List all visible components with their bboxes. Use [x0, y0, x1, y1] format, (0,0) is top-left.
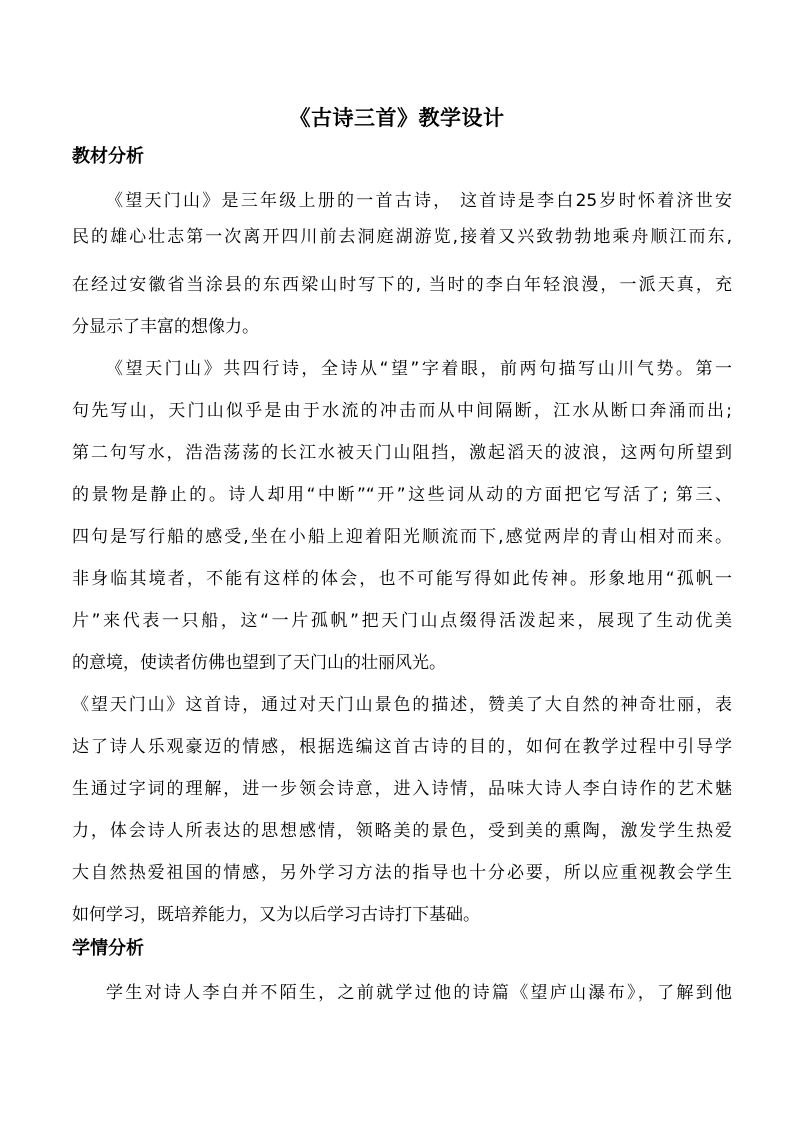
- paragraph-line: 第二句写水，浩浩荡荡的长江水被天门山阻挡，激起滔天的波浪，这两句所望到: [72, 443, 732, 463]
- paragraph-line: 民的雄心壮志第一次离开四川前去洞庭湖游览,接着又兴致勃勃地乘舟顺江而东,: [72, 227, 732, 247]
- paragraph-line: 《望天门山》是三年级上册的一首古诗， 这首诗是李白25岁时怀着济世安: [106, 191, 732, 211]
- section-heading-student-analysis: 学情分析: [72, 938, 144, 959]
- paragraph-line: 分显示了丰富的想像力。: [72, 317, 259, 337]
- paragraph-line: 大自然热爱祖国的情感，另外学习方法的指导也十分必要，所以应重视教会学生: [72, 863, 732, 883]
- document-title: 《古诗三首》教学设计: [289, 106, 505, 130]
- paragraph-line: 学生对诗人李白并不陌生，之前就学过他的诗篇《望庐山瀑布》，了解到他: [106, 983, 732, 1003]
- paragraph-line: 的景物是静止的。诗人却用“中断”“开”这些词从动的方面把它写活了; 第三、: [72, 485, 732, 505]
- paragraph-line: 如何学习，既培养能力，又为以后学习古诗打下基础。: [72, 905, 480, 925]
- paragraph-line: 力，体会诗人所表达的思想感情，领略美的景色，受到美的熏陶，激发学生热爱: [72, 821, 732, 841]
- paragraph-line: 《望天门山》这首诗，通过对天门山景色的描述，赞美了大自然的神奇壮丽，表: [72, 695, 732, 715]
- paragraph-line: 的意境，使读者仿佛也望到了天门山的壮丽风光。: [72, 653, 446, 673]
- paragraph-line: 非身临其境者，不能有这样的体会，也不可能写得如此传神。形象地用“孤帆一: [72, 569, 732, 589]
- paragraph-line: 《望天门山》共四行诗，全诗从“望”字着眼，前两句描写山川气势。第一: [106, 359, 732, 379]
- paragraph-line: 在经过安徽省当涂县的东西梁山时写下的, 当时的李白年轻浪漫，一派天真，充: [72, 275, 732, 295]
- paragraph-line: 生通过字词的理解，进一步领会诗意，进入诗情，品味大诗人李白诗作的艺术魅: [72, 779, 732, 799]
- paragraph-line: 达了诗人乐观豪迈的情感，根据选编这首古诗的目的，如何在教学过程中引导学: [72, 737, 732, 757]
- paragraph-line: 四句是写行船的感受,坐在小船上迎着阳光顺流而下,感觉两岸的青山相对而来。: [72, 527, 732, 547]
- paragraph-line: 片”来代表一只船，这“一片孤帆”把天门山点缀得活泼起来，展现了生动优美: [72, 611, 732, 631]
- paragraph-line: 句先写山，天门山似乎是由于水流的冲击而从中间隔断，江水从断口奔涌而出;: [72, 401, 732, 421]
- section-heading-textbook-analysis: 教材分析: [72, 146, 144, 167]
